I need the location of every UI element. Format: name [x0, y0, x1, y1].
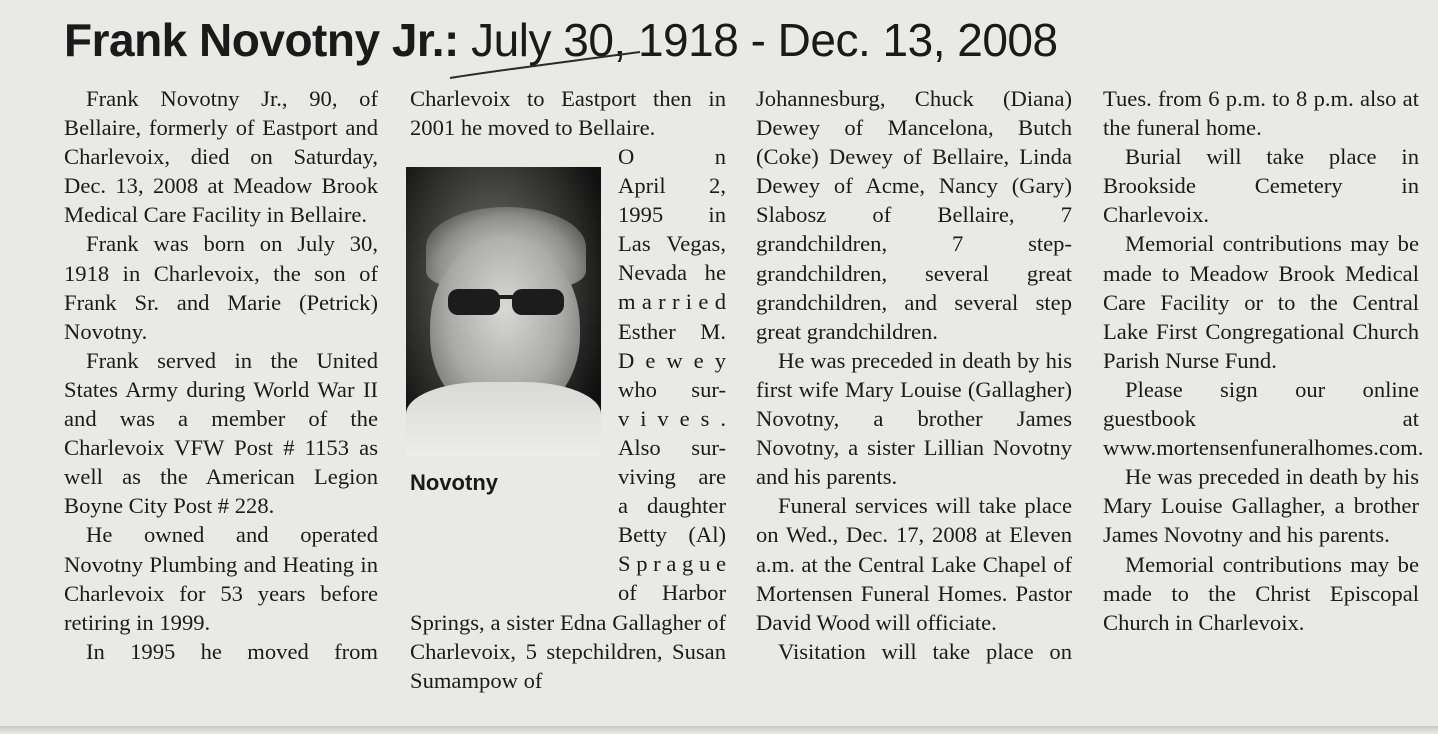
paragraph: Frank was born on July 30, 1918 in Charlevoix, the son of Frank Sr. and Marie (Petrick) Novotny. [64, 231, 378, 344]
headline [64, 12, 1364, 68]
paragraph: Tues. from 6 p.m. to 8 p.m. also at the funeral home. [1103, 86, 1419, 141]
wrap-line: Nevada he [618, 260, 726, 286]
paragraph: Springs, a sister Edna Gallagher of Charlevoix, 5 stepchildren, Susan Sumampow of [410, 610, 726, 694]
portrait-photo [406, 167, 601, 456]
wrap-line: of Harbor [618, 580, 726, 606]
wrap-line: 1995 in [618, 202, 726, 228]
paragraph: He was preceded in death by his Mary Louise Gallagher, a brother James Novotny and his parents. [1103, 464, 1419, 548]
wrapped-text [618, 142, 726, 608]
headline-name: Frank Novotny Jr.: [64, 14, 459, 66]
wrap-line: O n [618, 144, 726, 169]
paragraph: Frank served in the United States Army during World War II and was a member of the Charlevoix VFW Post # 1153 as well as the American Legion Boyne City Post # 228. [64, 347, 378, 519]
column-2-bottom [410, 608, 726, 695]
wrap-line: Esther M. [618, 318, 726, 344]
column-3 [756, 84, 1072, 666]
wrap-line: Las Vegas, [618, 231, 726, 257]
paragraph: He owned and operated Novotny Plumbing and Heating in Charlevoix for 53 years before retiring in 1999. [64, 522, 378, 635]
wrap-line: a daughter [618, 493, 726, 519]
column-4 [1103, 84, 1424, 637]
paragraph: Burial will take place in Brookside Cemetery in Charlevoix. [1103, 144, 1419, 228]
wrap-line: v i v e s . [618, 405, 726, 431]
wrap-line: April 2, [618, 173, 726, 199]
column-1 [64, 84, 378, 666]
paragraph: Frank Novotny Jr., 90, of Bellaire, formerly of Eastport and Charlevoix, died on Saturday, Dec. 13, 2008 at Meadow Brook Medical Care Facility in Bellaire. [64, 86, 378, 228]
wrap-line: Betty (Al) [618, 522, 726, 548]
headline-dates: July 30, 1918 - Dec. 13, 2008 [458, 14, 1058, 66]
wrap-line: viving are [618, 464, 726, 490]
paragraph: Charlevoix to Eastport then in 2001 he moved to Bellaire. [410, 86, 726, 141]
paragraph: Funeral services will take place on Wed., Dec. 17, 2008 at Eleven a.m. at the Central Lake Chapel of Mortensen Funeral Homes. Pastor David Wood will officiate. [756, 493, 1072, 635]
bottom-edge [0, 726, 1438, 734]
paragraph: Visitation will take place on [778, 638, 1072, 664]
paragraph: In 1995 he moved from [86, 638, 378, 664]
paragraph: Please sign our online guestbook at www.mortensenfuneralhomes.com. [1103, 376, 1424, 461]
wrap-line: m a r r i e d [618, 289, 726, 315]
wrap-line: S p r a g u e [618, 551, 726, 577]
paragraph: Memorial contributions may be made to the Christ Episcopal Church in Charlevoix. [1103, 551, 1419, 635]
wrap-line: who sur- [618, 376, 726, 402]
wrap-line: Also sur- [618, 434, 726, 460]
paragraph: He was preceded in death by his first wife Mary Louise (Gallagher) Novotny, a brother James Novotny, a sister Lillian Novotny and his parents. [756, 347, 1072, 490]
photo-caption: Novotny [410, 470, 498, 495]
column-2 [410, 84, 726, 142]
paragraph: Memorial contributions may be made to Meadow Brook Medical Care Facility or to the Central Lake First Congregational Church Parish Nurse Fund. [1103, 231, 1419, 373]
paragraph: Johannesburg, Chuck (Diana) Dewey of Mancelona, Butch (Coke) Dewey of Bellaire, Linda Dewey of Acme, Nancy (Gary) Slabosz of Bellaire, 7 grandchildren, 7 step-grandchildren, several great grandchildren, and several step great grandchildren. [756, 86, 1072, 344]
wrap-line: D e w e y [618, 347, 726, 373]
